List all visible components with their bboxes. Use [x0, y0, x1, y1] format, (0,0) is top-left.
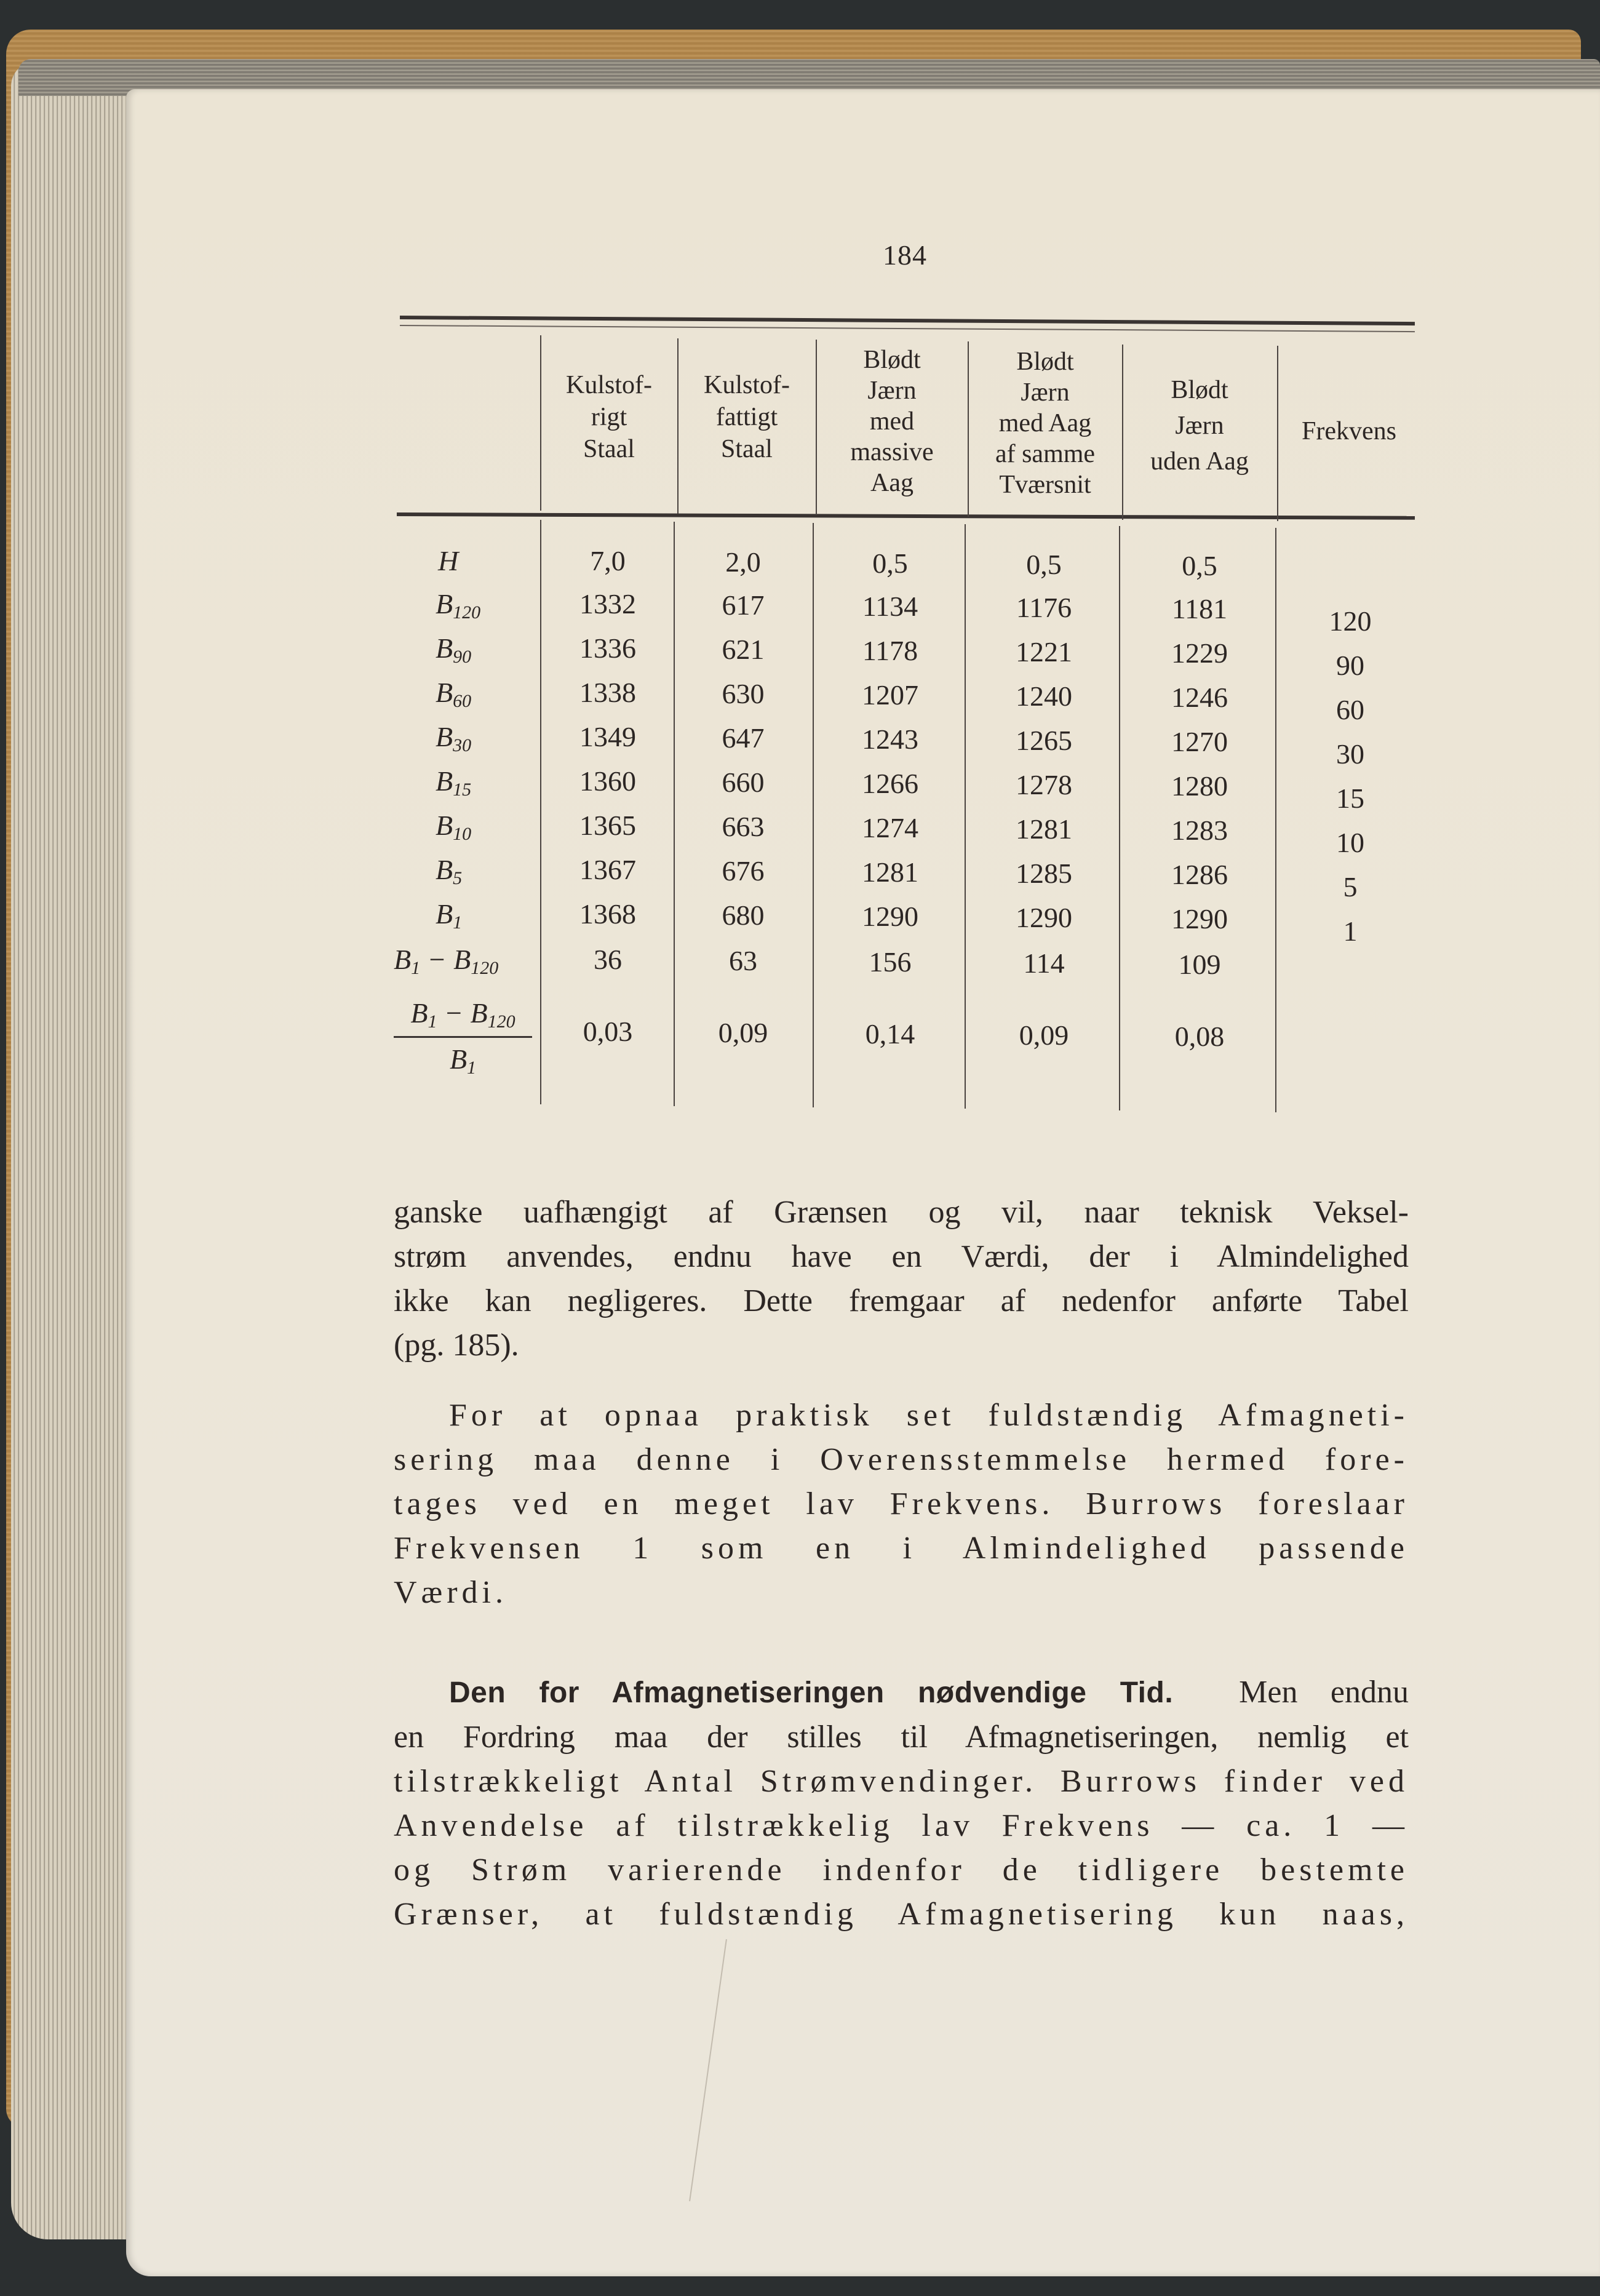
header-line: Frekvens [1302, 417, 1396, 445]
table-cell: 5 [1343, 871, 1358, 903]
table-cell: 0,08 [1174, 1021, 1225, 1052]
col-header-bloedt-jaern-massive-aag [817, 345, 967, 498]
table-cell: 1365 [579, 810, 636, 841]
row-label-text: B [436, 588, 453, 620]
table-cell: 680 [722, 899, 765, 931]
row-label-b120 [436, 588, 480, 623]
text-line: Frekvensen 1 som en i Almindelighed passende [394, 1531, 1409, 1566]
text-line: Grænser, at fuldstændig Afmagnetisering kun naas, [394, 1897, 1409, 1932]
table-cell: 109 [1178, 949, 1221, 980]
table-cell: 1332 [579, 588, 636, 620]
table-cell: 156 [869, 946, 912, 978]
text-line: (pg. 185). [394, 1328, 519, 1363]
col-header-bloedt-jaern-med-aag [969, 346, 1121, 500]
header-line: Blødt [863, 346, 921, 374]
header-line: med Aag [998, 409, 1092, 437]
table-cell: 1360 [579, 765, 636, 797]
fraction-bar [394, 1036, 532, 1038]
header-line: rigt [591, 403, 627, 431]
label-sub: 120 [487, 1011, 515, 1032]
table-cell: 0,5 [872, 548, 908, 579]
row-label-text: B [436, 765, 453, 797]
table-cell: 1278 [1016, 769, 1072, 800]
table-cell: 120 [1329, 605, 1372, 637]
table-cell: 1 [1343, 915, 1358, 947]
text-line: strøm anvendes, endnu have en Værdi, der i Almindelighed [394, 1239, 1409, 1274]
row-label-subscript: 30 [453, 735, 472, 755]
row-label-text: B [436, 854, 453, 885]
header-line: Staal [583, 435, 635, 463]
table-cell: 1290 [1016, 902, 1072, 933]
table-cell: 1240 [1016, 680, 1072, 712]
col-divider [965, 524, 966, 1109]
row-label-text: B [436, 898, 453, 930]
table-cell: 1280 [1171, 770, 1228, 802]
header-line: Jærn [1021, 378, 1070, 407]
text-line: tilstrækkeligt Antal Strømvendinger. Burrows finder ved [394, 1764, 1409, 1799]
table-cell: 660 [722, 767, 765, 798]
text-line: ganske uafhængigt af Grænsen og vil, naar teknisk Veksel- [394, 1195, 1409, 1230]
table-cell: 617 [722, 589, 765, 621]
label-part: − [420, 944, 454, 975]
header-line: Blødt [1016, 348, 1074, 376]
table-cell: 1368 [579, 898, 636, 930]
row-label-h [438, 544, 458, 577]
label-part: B [470, 997, 488, 1029]
row-label-subscript: 120 [453, 602, 481, 623]
table-cell: 63 [729, 945, 757, 976]
table-cell: 60 [1336, 694, 1364, 725]
table-cell: 647 [722, 722, 765, 754]
table-cell: 36 [594, 944, 622, 975]
col-divider [1119, 526, 1120, 1110]
table-cell: 0,5 [1182, 550, 1217, 581]
col-header-kulstoffattigt-staal [679, 369, 815, 465]
table-cell: 1349 [579, 721, 636, 752]
table-cell: 15 [1336, 783, 1364, 814]
table-cell: 10 [1336, 827, 1364, 858]
row-label-b1 [436, 898, 462, 933]
table-cell: 1266 [862, 768, 918, 799]
header-line: uden Aag [1150, 447, 1249, 476]
row-label-b1-minus-b120 [394, 943, 498, 979]
table-cell: 7,0 [590, 545, 626, 576]
table-cell: 1243 [862, 723, 918, 755]
table-cell: 621 [722, 634, 765, 665]
header-line: Aag [870, 469, 913, 497]
paragraph-1 [394, 1190, 1409, 1368]
text-line: Anvendelse af tilstrækkelig lav Frekvens — ca. 1 — [394, 1808, 1409, 1843]
label-sub: 1 [428, 1011, 437, 1032]
header-line: Kulstof- [566, 371, 652, 399]
row-label-subscript: 60 [453, 691, 472, 711]
table-cell: 0,14 [865, 1018, 915, 1050]
table-cell: 1221 [1016, 636, 1072, 668]
table-cell: 1290 [862, 901, 918, 932]
header-line: med [869, 407, 915, 436]
text-line: For at opnaa praktisk set fuldstændig Afmagneti- [449, 1398, 1409, 1433]
row-label-subscript: 10 [453, 824, 472, 844]
row-label-subscript: 5 [453, 868, 463, 888]
text-line: en Fordring maa der stilles til Afmagnetiseringen, nemlig et [394, 1720, 1409, 1755]
paragraph-3 [394, 1670, 1409, 1937]
page-number: 184 [883, 239, 927, 271]
row-label-text: B [436, 632, 453, 664]
row-label-b10 [436, 809, 471, 845]
table-cell: 0,03 [583, 1016, 633, 1047]
label-part: B [453, 944, 471, 975]
section-heading: Den for Afmagnetiseringen nødvendige Tid. [449, 1676, 1174, 1709]
table-cell: 1286 [1171, 859, 1228, 890]
col-header-frekvens [1278, 415, 1420, 447]
table-cell: 1176 [1016, 592, 1072, 623]
col-header-bloedt-jaern-uden-aag [1123, 372, 1276, 479]
col-divider [813, 523, 814, 1107]
header-line: Tværsnit [999, 471, 1091, 499]
col-divider [1275, 528, 1276, 1112]
table-cell: 1134 [862, 591, 918, 622]
table-cell: 630 [722, 678, 765, 709]
row-label-subscript: 15 [453, 779, 472, 800]
row-label-subscript: 90 [453, 647, 472, 667]
header-line: Jærn [1175, 412, 1224, 440]
row-label-b30 [436, 720, 471, 756]
label-part: B [394, 944, 412, 975]
table-cell: 1181 [1171, 593, 1228, 624]
table-cell: 114 [1023, 947, 1065, 979]
row-label-b90 [436, 632, 471, 668]
row-label-b15 [436, 765, 471, 800]
text-line: sering maa denne i Overensstemmelse hermed fore- [394, 1442, 1409, 1477]
table-cell: 1246 [1171, 682, 1228, 713]
text-line: tages ved en meget lav Frekvens. Burrows foreslaar [394, 1486, 1409, 1521]
table-cell: 663 [722, 811, 765, 842]
page-stack-left-edge [11, 62, 134, 2239]
label-part: B [449, 1043, 468, 1075]
table-cell: 1338 [579, 677, 636, 708]
col-divider [540, 520, 541, 1104]
header-line: massive [850, 438, 934, 466]
row-label-b5 [436, 853, 462, 889]
row-label-ratio [394, 997, 532, 1078]
table-cell: 1229 [1171, 637, 1228, 669]
header-line: fattigt [715, 403, 778, 431]
table-cell: 1283 [1171, 815, 1228, 846]
text-run: Men endnu [1239, 1675, 1409, 1710]
table-cell: 90 [1336, 650, 1364, 681]
table-cell: 1207 [862, 679, 918, 711]
header-line: Kulstof- [704, 371, 790, 399]
ratio-numerator [394, 997, 532, 1032]
row-label-text: B [436, 721, 453, 752]
col-header-kulstofrigt-staal [541, 369, 677, 465]
row-label-text: B [436, 677, 453, 708]
header-line: Staal [721, 435, 773, 463]
header-line: af samme [995, 440, 1096, 468]
row-label-subscript: 1 [453, 912, 463, 933]
table-cell: 1281 [1016, 813, 1072, 845]
text-line: ikke kan negligeres. Dette fremgaar af nedenfor anførte Tabel [394, 1283, 1409, 1318]
label-sub: 120 [471, 958, 499, 978]
table-cell: 1281 [862, 856, 918, 888]
table-cell: 1274 [862, 812, 918, 843]
text-line: og Strøm varierende indenfor de tidligere bestemte [394, 1852, 1409, 1887]
table-cell: 30 [1336, 738, 1364, 770]
row-label-text: H [438, 545, 459, 576]
table-cell: 1270 [1171, 726, 1228, 757]
row-label-b60 [436, 676, 471, 712]
table-cell: 2,0 [725, 546, 761, 578]
header-line: Jærn [867, 377, 917, 405]
table-cell: 1285 [1016, 858, 1072, 889]
table-cell: 0,5 [1026, 549, 1062, 580]
label-part: B [410, 997, 428, 1029]
col-divider [674, 522, 675, 1106]
table-cell: 0,09 [1019, 1019, 1069, 1051]
text-line [394, 1670, 1409, 1715]
table-cell: 1290 [1171, 903, 1228, 935]
ratio-denominator [394, 1043, 532, 1078]
table-cell: 676 [722, 855, 765, 887]
table-cell: 1336 [579, 632, 636, 664]
table-cell: 0,09 [718, 1017, 768, 1048]
row-label-text: B [436, 810, 453, 841]
label-sub: 1 [467, 1058, 477, 1078]
label-part: − [437, 997, 471, 1029]
table-cell: 1265 [1016, 725, 1072, 756]
header-line: Blødt [1171, 376, 1228, 404]
label-sub: 1 [411, 958, 421, 978]
table-cell: 1367 [579, 854, 636, 885]
table-cell: 1178 [862, 635, 918, 666]
paragraph-2 [394, 1393, 1409, 1615]
text-line: Værdi. [394, 1575, 507, 1610]
